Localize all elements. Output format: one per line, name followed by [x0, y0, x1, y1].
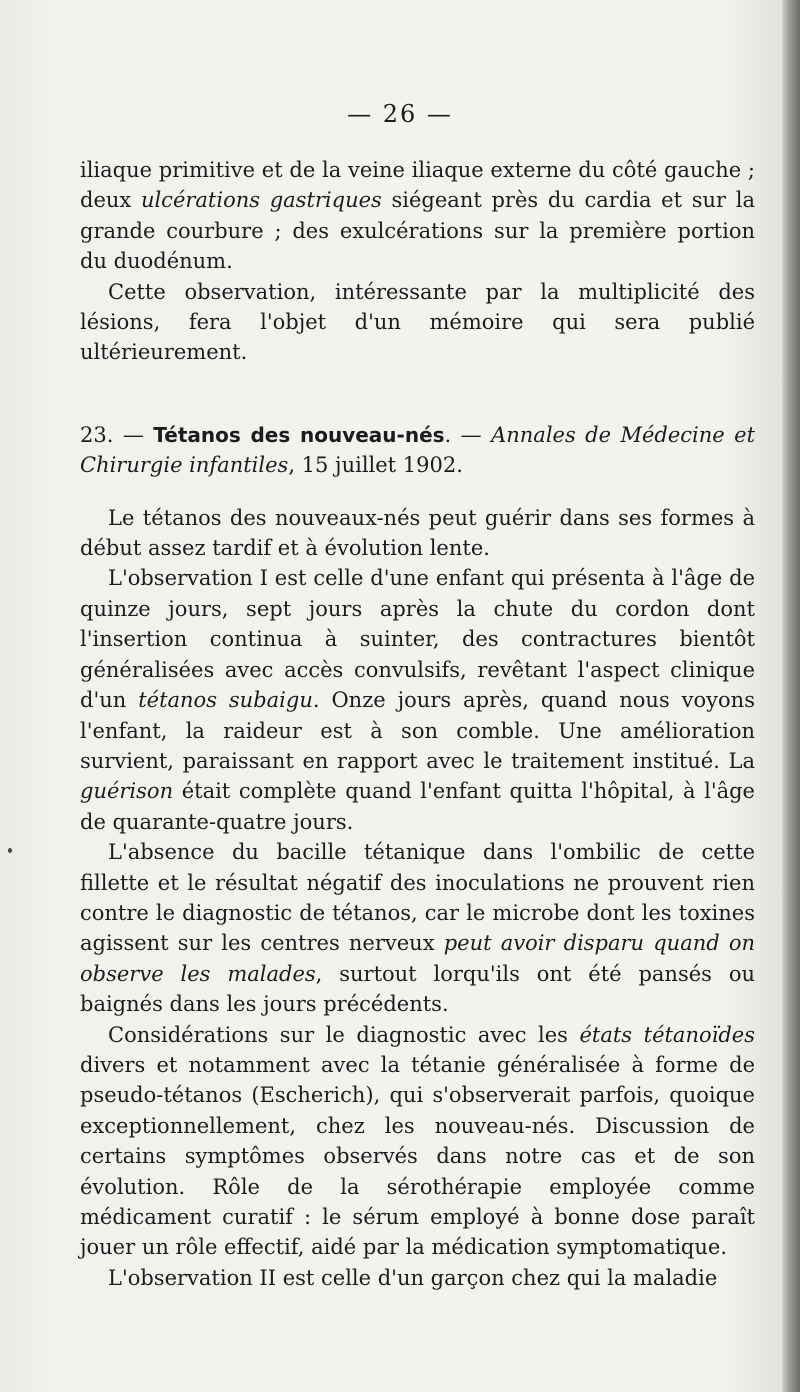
paragraph-bacillus [80, 837, 755, 1019]
entry-heading-23 [80, 420, 755, 481]
italic-run: guérison [80, 779, 174, 804]
italic-run: tétanos subaigu [138, 688, 313, 713]
italic-run: peut avoir disparu quand on observe les malades [80, 931, 756, 986]
section-spacer [80, 368, 755, 420]
italic-run: Annales de Médecine et Chirurgie infantiles [80, 422, 756, 478]
paragraph-considerations [80, 1020, 755, 1263]
page-number: — 26 — [347, 100, 453, 128]
heading-spacer [80, 481, 755, 503]
text-run: , surtout lorqu'ils ont été pansés ou baignés dans les jours précédents. [80, 961, 755, 1017]
text-run: siégeant près du cardia et sur la grande courbure ; des exulcérations sur la première portion du duodénum. [80, 188, 755, 274]
text-run: . — [444, 422, 492, 447]
page-edge-shadow [782, 0, 800, 1392]
italic-run: états tétanoïdes [579, 1022, 755, 1047]
text-run: . Onze jours après, quand nous voyons l'enfant, la raideur est à son comble. Une amélioration survient, paraissant en rapport avec le traitement institué. La [80, 688, 755, 773]
text-run: 23. — [80, 422, 154, 447]
bold-run: Tétanos des nouveau-nés [153, 422, 445, 447]
paragraph-observation-note [80, 277, 755, 368]
paragraph-observation-1 [80, 563, 755, 837]
paragraph-observation-2 [80, 1263, 755, 1293]
text-run: iliaque primitive et de la veine iliaque externe du côté gauche ; deux [80, 158, 755, 213]
text-run: divers et notamment avec la tétanie généralisée à forme de pseudo-tétanos (Escherich), qui s'observerait parfois, quoique exceptionnellement, chez les nouveau-nés. Discussion de certains symptômes observés dans notre cas et de son évolution. Rôle de la sérothérapie employée comme médicament curatif : le sérum employé à bonne dose paraît jouer un rôle effectif, aidé par la médication symptomatique. [80, 1052, 755, 1260]
italic-run: ulcérations gastriques [140, 188, 382, 213]
text-run: Le tétanos des nouveaux-nés peut guérir dans ses formes à début assez tardif et à évolution lente. [80, 505, 755, 561]
page-body [80, 155, 755, 1293]
text-run: L'observation II est celle d'un garçon chez qui la maladie [108, 1265, 718, 1290]
paragraph-summary [80, 503, 755, 564]
paragraph-continuation [80, 155, 755, 277]
text-run: L'observation I est celle d'une enfant qui présenta à l'âge de quinze jours, sept jours après la chute du cordon dont l'insertion continua à suinter, des contractures bientôt généralisées avec accès convulsifs, revêtant l'aspect clinique d'un [80, 566, 755, 713]
text-run: Considérations sur le diagnostic avec les [108, 1022, 580, 1047]
text-run: était complète quand l'enfant quitta l'hôpital, à l'âge de quarante-quatre jours. [80, 779, 755, 834]
text-run: L'absence du bacille tétanique dans l'ombilic de cette fillette et le résultat négatif des inoculations ne prouvent rien contre le diagnostic de tétanos, car le microbe dont les toxines agissent sur les centres nerveux [80, 840, 755, 956]
text-run: Cette observation, intéressante par la multiplicité des lésions, fera l'objet d'un mémoire qui sera publié ultérieurement. [80, 279, 755, 365]
margin-speck [8, 848, 12, 853]
text-run: , 15 juillet 1902. [288, 453, 463, 478]
